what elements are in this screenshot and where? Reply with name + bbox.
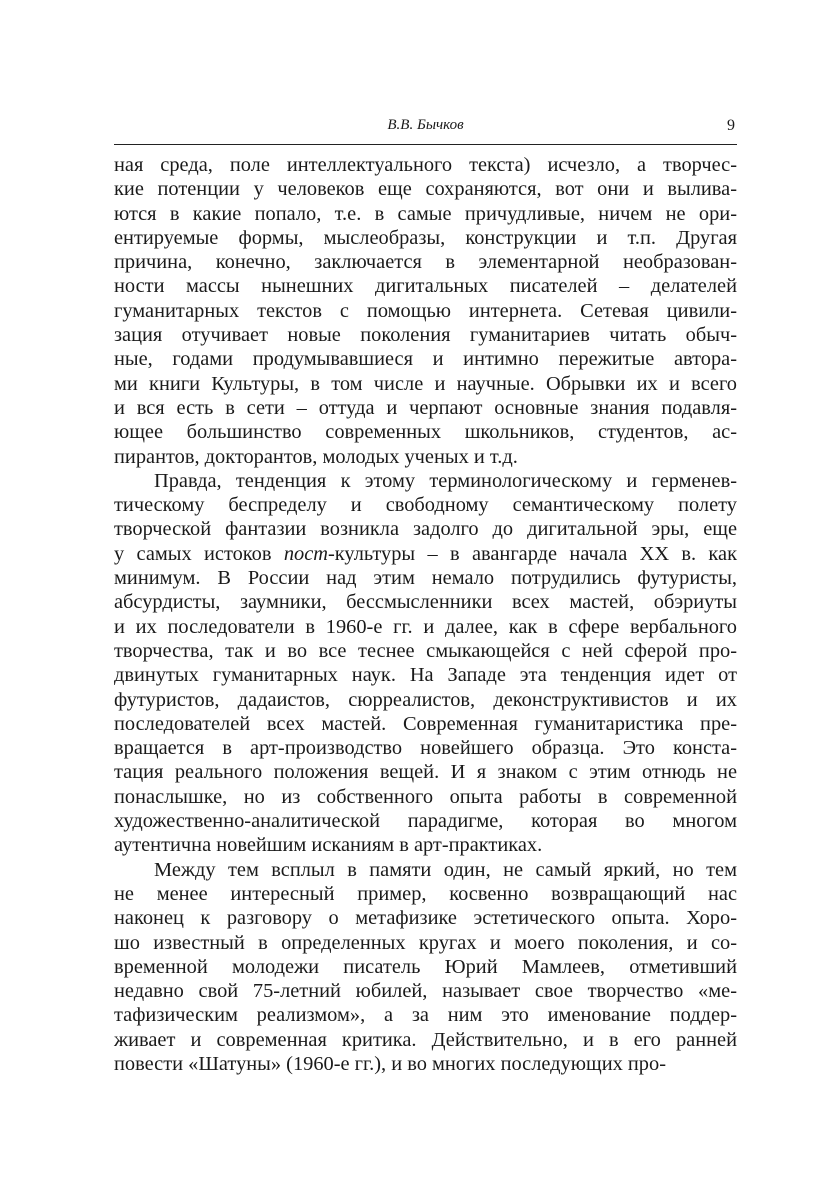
text-line: ная среда, поле интеллектуального текста) исчезло, а творчес- [114, 154, 737, 176]
text-line: тическому беспределу и свободному семантическому полету [114, 494, 737, 517]
text-line: живает и современная критика. Действительно, и в его ранней [114, 1028, 737, 1051]
text-line: аутентична новейшим исканиям в арт-практиках. [114, 834, 543, 857]
text-line: минимум. В России над этим немало потрудились футуристы, [114, 567, 737, 590]
text-line: ные, годами продумывавшиеся и интимно пережитые автора- [114, 348, 737, 371]
text-line: ются в какие попало, т.е. в самые причудливые, ничем не ори- [114, 202, 737, 225]
text-line: у самых истоков пост-культуры – в авангарде начала XX в. как [114, 542, 737, 565]
body-text [114, 153, 737, 1076]
text-line: кие потенции у человеков еще сохраняются, вот они и вылива- [114, 178, 737, 201]
text-line: временной молодежи писатель Юрий Мамлеев, отметивший [114, 955, 737, 978]
text-line: Между тем всплыл в памяти один, не самый яркий, но тем [154, 858, 737, 881]
text-line: творчества, так и во все теснее смыкающейся с ней сферой про- [114, 639, 737, 662]
text-line: гуманитарных текстов с помощью интернета. Сетевая цивили- [114, 299, 737, 322]
text-line: творческой фантазии возникла задолго до дигитальной эры, еще [114, 518, 737, 541]
text-line: художественно-аналитической парадигме, которая во многом [114, 810, 737, 833]
text-line: ентируемые формы, мыслеобразы, конструкции и т.п. Другая [114, 226, 737, 249]
text-line: двинутых гуманитарных наук. На Западе эта тенденция идет от [114, 664, 737, 687]
text-line: последователей всех мастей. Современная гуманитаристика пре- [114, 712, 737, 735]
text-line: вращается в арт-производство новейшего образца. Это конста- [114, 737, 737, 760]
paragraph [114, 153, 737, 469]
text-line: и вся есть в сети – оттуда и черпают основные знания подавля- [114, 396, 737, 419]
text-line: причина, конечно, заключается в элементарной необразован- [114, 251, 737, 274]
text-line: тафизическим реализмом», а за ним это именование поддер- [114, 1004, 737, 1027]
paragraph [114, 858, 737, 1077]
header-rule [114, 144, 737, 145]
text-line: не менее интересный пример, косвенно возвращающий нас [114, 882, 737, 905]
running-head [114, 117, 737, 139]
text-line: пирантов, докторантов, молодых ученых и т.д. [114, 445, 518, 468]
running-head-author: В.В. Бычков [387, 117, 464, 133]
text-line: футуристов, дадаистов, сюрреалистов, деконструктивистов и их [114, 688, 737, 711]
page-number: 9 [727, 117, 735, 134]
text-line: зация отучивает новые поколения гуманитариев читать обыч- [114, 324, 737, 347]
book-page [114, 0, 737, 1191]
text-line: наконец к разговору о метафизике эстетического опыта. Хоро- [114, 907, 737, 930]
text-line: ющее большинство современных школьников, студентов, ас- [114, 421, 737, 444]
text-line: шо известный в определенных кругах и моего поколения, и со- [114, 931, 737, 954]
text-line: ми книги Культуры, в том числе и научные. Обрывки их и всего [114, 372, 737, 395]
text-line: Правда, тенденция к этому терминологическому и герменев- [154, 469, 737, 492]
text-line: понаслышке, но из собственного опыта работы в современной [114, 785, 737, 808]
text-line: недавно свой 75-летний юбилей, называет свое творчество «ме- [114, 980, 737, 1003]
text-line: тация реального положения вещей. И я знаком с этим отнюдь не [114, 761, 737, 784]
text-line: абсурдисты, заумники, бессмысленники всех мастей, обэриуты [114, 591, 737, 614]
text-line: ности массы нынешних дигитальных писателей – делателей [114, 275, 737, 298]
paragraph [114, 469, 737, 858]
text-line: и их последователи в 1960-е гг. и далее, как в сфере вербального [114, 615, 737, 638]
text-line: повести «Шатуны» (1960-е гг.), и во многих последующих про- [114, 1052, 666, 1075]
